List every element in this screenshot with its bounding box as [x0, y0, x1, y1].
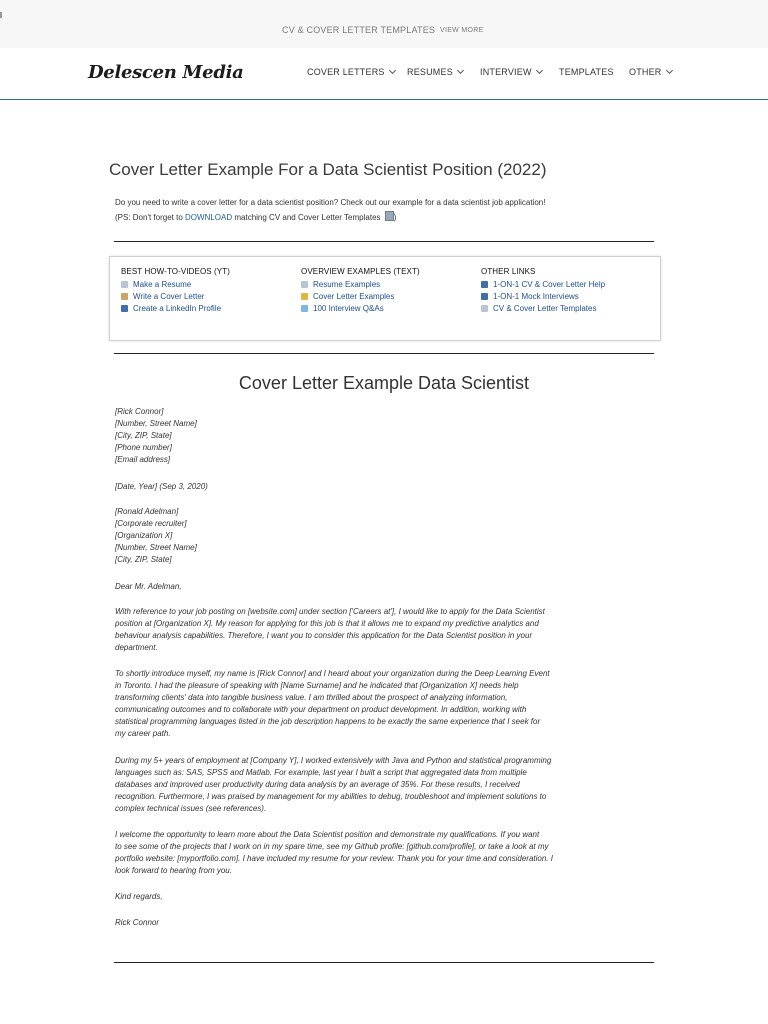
paragraph-line: I welcome the opportunity to learn more about the Data Scientist position and demonstrate my qualifications. If you want [115, 830, 540, 839]
sender-block [115, 406, 197, 466]
paragraph-line: During my 5+ years of employment at [Company Y], I worked extensively with Java and Python and statistical programming [115, 756, 552, 765]
intro-note [115, 211, 396, 222]
site-logo[interactable]: Delescen Media [88, 62, 244, 83]
user-icon [121, 305, 128, 312]
link-label: Write a Cover Letter [133, 292, 205, 301]
quick-links-box [109, 256, 661, 341]
link-make-resume[interactable] [121, 279, 230, 291]
sender-line: [City, ZIP, State] [115, 431, 172, 440]
link-label: 1-ON-1 Mock Interviews [493, 292, 579, 301]
paragraph-line: To shortly introduce myself, my name is [Rick Connor] and I heard about your organization during the Deep Learning Event [115, 669, 550, 678]
paragraph-line: databases and improved user productivity during data analysis by an average of 35%. For these results, I received [115, 780, 520, 789]
document-icon [481, 305, 488, 312]
link-label: CV & Cover Letter Templates [493, 304, 597, 313]
document-icon [121, 281, 128, 288]
paragraph-line: position at [Organization X]. My reason for applying for this job is that it allows me to expand my predictive analytics and [115, 619, 539, 628]
nav-interview[interactable] [480, 67, 542, 77]
promo-bar [0, 0, 768, 49]
sender-line: [Email address] [115, 455, 171, 464]
link-interview-qas[interactable] [301, 303, 420, 315]
divider [114, 353, 654, 354]
nav-label: INTERVIEW [480, 67, 532, 77]
site-header [0, 48, 768, 100]
column-heading: BEST HOW-TO-VIDEOS (YT) [121, 267, 230, 276]
recipient-line: [City, ZIP, State] [115, 555, 172, 564]
paragraph-line: portfolio website: [myportfolio.com]. I have included my resume for your review. Thank you for your time and consideration. I [115, 854, 553, 863]
sender-line: [Rick Connor] [115, 407, 164, 416]
user-icon [481, 293, 488, 300]
promo-link[interactable]: CV & COVER LETTER TEMPLATES [282, 25, 436, 35]
edge-marker [0, 12, 2, 18]
links-column-videos [121, 267, 230, 315]
paragraph-line: behaviour analysis capabilities. Therefore, I want you to consider this application for the Data Scientist position in your [115, 631, 533, 640]
divider [114, 962, 654, 963]
intro-note-start: (PS: Don't forget to [115, 213, 186, 222]
nav-other[interactable] [629, 67, 672, 77]
paragraph-line: look forward to hearing from you. [115, 866, 232, 875]
page-title: Cover Letter Example For a Data Scientist Position (2022) [109, 160, 547, 179]
recipient-line: [Ronald Adelman] [115, 507, 179, 516]
letter-paragraph-2 [115, 668, 550, 740]
document-icon [385, 211, 394, 221]
chevron-down-icon [665, 67, 672, 74]
link-write-cover-letter[interactable] [121, 291, 230, 303]
recipient-line: [Organization X] [115, 531, 173, 540]
salutation: Dear Mr. Adelman, [115, 582, 182, 591]
paragraph-line: in Toronto. I had the pleasure of speaking with [Name Surname] and he indicated that [Organization X] needs help [115, 681, 519, 690]
letter-signature: Rick Connor [115, 918, 160, 927]
intro-text: Do you need to write a cover letter for a data scientist position? Check out our example for a data scientist job application! [115, 198, 546, 207]
recipient-line: [Number, Street Name] [115, 543, 197, 552]
chevron-down-icon [389, 67, 396, 74]
link-label: Make a Resume [133, 280, 192, 289]
link-templates[interactable] [481, 303, 605, 315]
paragraph-line: recognition. Furthermore, I was praised by management for my abilities to debug, troubleshoot and implement solutions to [115, 792, 547, 801]
link-label: 100 Interview Q&As [313, 304, 384, 313]
sender-line: [Phone number] [115, 443, 172, 452]
paragraph-line: languages such as: SAS, SPSS and Matlab. For example, last year I built a script that aggregated data from multiple [115, 768, 527, 777]
letter-paragraph-3 [115, 755, 551, 815]
column-heading: OVERVIEW EXAMPLES (TEXT) [301, 267, 420, 276]
link-label: Create a LinkedIn Profile [133, 304, 222, 313]
intro-note-middle: matching CV and Cover Letter Templates [232, 213, 383, 222]
nav-label: TEMPLATES [559, 67, 614, 77]
chat-icon [301, 305, 308, 312]
links-column-other [481, 267, 605, 315]
paragraph-line: my career path. [115, 729, 171, 738]
link-cover-letter-examples[interactable] [301, 291, 420, 303]
recipient-line: [Corporate recruiter] [115, 519, 187, 528]
nav-templates[interactable] [559, 67, 614, 77]
sender-line: [Number, Street Name] [115, 419, 197, 428]
paragraph-line: With reference to your job posting on [website.com] under section ['Careers at'], I would like to apply for the Data Scientist [115, 607, 545, 616]
letter-date: [Date, Year] (Sep 3, 2020) [115, 482, 208, 491]
view-more-link[interactable]: VIEW MORE [440, 27, 484, 34]
letter-closing: Kind regards, [115, 892, 163, 901]
column-heading: OTHER LINKS [481, 267, 536, 276]
divider [114, 241, 654, 242]
download-link[interactable]: DOWNLOAD [185, 213, 233, 222]
link-label: Resume Examples [313, 280, 381, 289]
user-icon [481, 281, 488, 288]
paragraph-line: to see some of the projects that I work on in my spare time, see my Github profile: [github.com/profile], or take a look at my [115, 842, 549, 851]
paragraph-line: transforming clients' data into tangible business value. I am thrilled about the prospect of analyzing information, [115, 693, 508, 702]
links-column-examples [301, 267, 420, 315]
checklist-icon [301, 293, 308, 300]
chevron-down-icon [536, 67, 543, 74]
paragraph-line: department. [115, 643, 158, 652]
link-linkedin-profile[interactable] [121, 303, 230, 315]
pen-icon [121, 293, 128, 300]
link-label: 1-ON-1 CV & Cover Letter Help [493, 280, 606, 289]
document-icon [301, 281, 308, 288]
chevron-down-icon [457, 67, 464, 74]
letter-heading: Cover Letter Example Data Scientist [238, 373, 530, 393]
paragraph-line: statistical programming languages listed in the job description happens to be exactly the same experience that I seek for [115, 717, 541, 726]
nav-label: RESUMES [407, 67, 453, 77]
nav-label: OTHER [629, 67, 662, 77]
paragraph-line: complex technical issues (see references). [115, 804, 267, 813]
recipient-block [115, 506, 197, 566]
paragraph-line: communicating outcomes and to collaborate with your department on product development. In addition, working with [115, 705, 527, 714]
letter-paragraph-4 [115, 829, 553, 877]
link-resume-examples[interactable] [301, 279, 420, 291]
link-mock-interviews[interactable] [481, 291, 605, 303]
intro-note-end: ) [393, 213, 397, 222]
link-label: Cover Letter Examples [313, 292, 395, 301]
link-cv-help[interactable] [481, 279, 605, 291]
nav-resumes[interactable] [407, 67, 463, 77]
letter-paragraph-1 [115, 606, 545, 654]
nav-label: COVER LETTERS [307, 67, 385, 77]
nav-cover-letters[interactable] [307, 67, 395, 77]
